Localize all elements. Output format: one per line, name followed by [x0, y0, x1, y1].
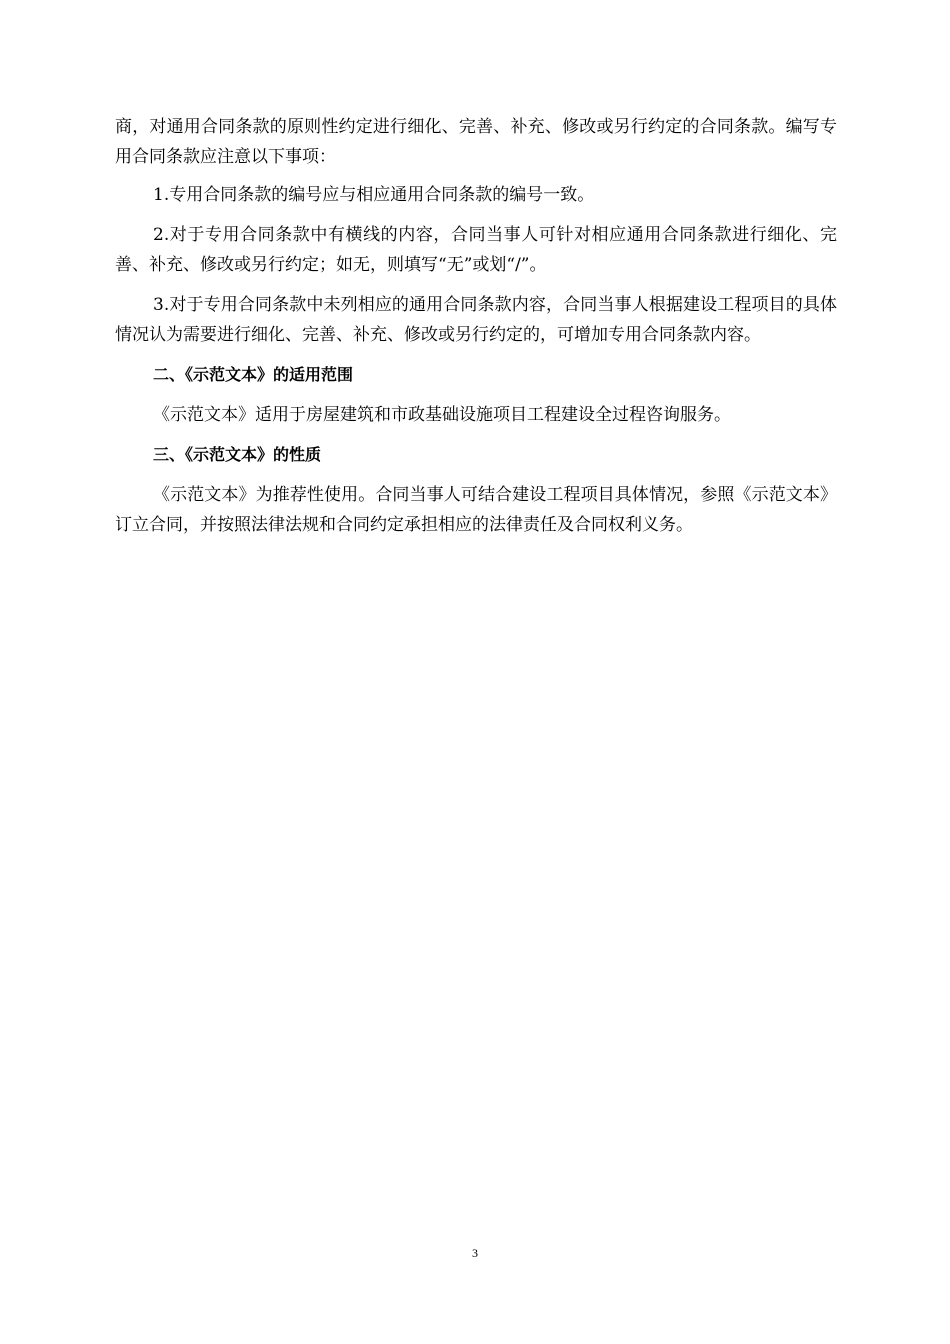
document-body	[115, 112, 837, 550]
paragraph-continuation: 商，对通用合同条款的原则性约定进行细化、完善、补充、修改或另行约定的合同条款。编写专用合同条款应注意以下事项：	[115, 117, 837, 167]
list-item-1: 1.专用合同条款的编号应与相应通用合同条款的编号一致。	[153, 185, 595, 205]
list-item-3: 3.对于专用合同条款中未列相应的通用合同条款内容，合同当事人根据建设工程项目的具体情况认为需要进行细化、完善、补充、修改或另行约定的，可增加专用合同条款内容。	[115, 295, 837, 345]
section-heading-scope: 二、《示范文本》的适用范围	[153, 365, 354, 384]
section-body-nature: 《示范文本》为推荐性使用。合同当事人可结合建设工程项目具体情况，参照《示范文本》订立合同，并按照法律法规和合同约定承担相应的法律责任及合同权利义务。	[115, 485, 837, 535]
list-item-2: 2.对于专用合同条款中有横线的内容，合同当事人可针对相应通用合同条款进行细化、完善、补充、修改或另行约定；如无，则填写“无”或划“/”。	[115, 225, 837, 275]
section-heading-nature: 三、《示范文本》的性质	[153, 445, 322, 464]
page-number: 3	[472, 1246, 478, 1260]
section-body-scope: 《示范文本》适用于房屋建筑和市政基础设施项目工程建设全过程咨询服务。	[153, 405, 731, 425]
